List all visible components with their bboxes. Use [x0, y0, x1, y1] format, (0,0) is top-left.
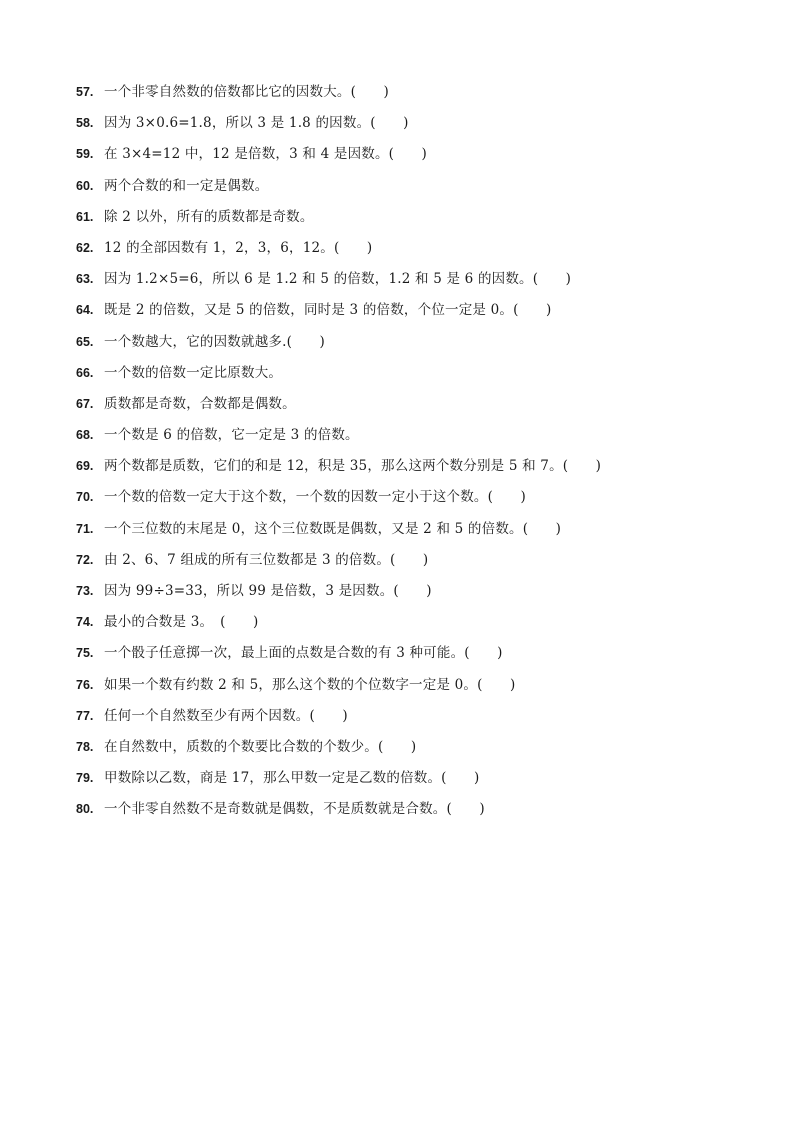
question-number: 80.	[76, 802, 94, 817]
question-text: 一个数是 6 的倍数，它一定是 3 的倍数。	[104, 427, 359, 444]
question-number: 67.	[76, 396, 94, 411]
question-number: 57.	[76, 85, 94, 99]
question-text: 因为 1.2×5=6，所以 6 是 1.2 和 5 的倍数，1.2 和 5 是 6 的因数。( )	[104, 271, 572, 288]
question-number: 69.	[76, 459, 94, 474]
question-number: 66.	[76, 365, 94, 380]
question-item	[76, 81, 776, 112]
question-item	[76, 549, 776, 580]
question-item	[76, 331, 776, 362]
question-item	[76, 268, 776, 299]
question-text: 一个数越大，它的因数就越多.( )	[104, 333, 325, 350]
question-item	[76, 206, 776, 237]
question-number: 77.	[76, 708, 94, 723]
question-number: 79.	[76, 771, 94, 786]
question-number: 76.	[76, 677, 94, 692]
question-text: 两个数都是质数，它们的和是 12，积是 35，那么这两个数分别是 5 和 7。( )	[104, 458, 602, 475]
question-item	[76, 580, 776, 611]
question-number: 68.	[76, 428, 94, 443]
question-item	[76, 455, 776, 486]
question-item	[76, 767, 776, 798]
question-number: 62.	[76, 240, 94, 255]
question-text: 两个合数的和一定是偶数。	[104, 177, 269, 194]
question-text: 一个非零自然数不是奇数就是偶数，不是质数就是合数。( )	[104, 801, 485, 818]
question-text: 因为 99÷3=33，所以 99 是倍数，3 是因数。( )	[104, 583, 432, 599]
question-item	[76, 424, 776, 455]
question-item	[76, 143, 776, 174]
question-number: 74.	[76, 615, 94, 630]
question-item	[76, 237, 776, 268]
question-text: 在自然数中，质数的个数要比合数的个数少。( )	[104, 738, 417, 755]
question-number: 65.	[76, 334, 94, 349]
question-text: 一个数的倍数一定比原数大。	[104, 364, 283, 381]
question-text: 既是 2 的倍数，又是 5 的倍数，同时是 3 的倍数，个位一定是 0。( )	[104, 302, 552, 319]
question-text: 12 的全部因数有 1，2，3，6，12。( )	[104, 239, 373, 256]
question-number: 78.	[76, 739, 94, 754]
question-item	[76, 362, 776, 393]
question-text: 在 3×4=12 中，12 是倍数，3 和 4 是因数。( )	[104, 146, 428, 163]
question-number: 70.	[76, 490, 94, 505]
question-number: 71.	[76, 521, 94, 536]
question-text: 一个非零自然数的倍数都比它的因数大。( )	[104, 84, 389, 100]
question-number: 60.	[76, 178, 94, 193]
question-item	[76, 393, 776, 424]
question-item	[76, 611, 776, 642]
question-number: 61.	[76, 209, 94, 224]
question-text: 一个骰子任意掷一次，最上面的点数是合数的有 3 种可能。( )	[104, 645, 503, 662]
question-item	[76, 299, 776, 330]
question-text: 如果一个数有约数 2 和 5，那么这个数的个位数字一定是 0。( )	[104, 676, 516, 693]
question-number: 63.	[76, 272, 94, 287]
question-item	[76, 642, 776, 673]
question-number: 59.	[76, 147, 94, 162]
question-item	[76, 112, 776, 143]
question-text: 甲数除以乙数，商是 17，那么甲数一定是乙数的倍数。( )	[104, 770, 480, 787]
question-text: 一个数的倍数一定大于这个数，一个数的因数一定小于这个数。( )	[104, 489, 526, 506]
question-text: 最小的合数是 3。 ( )	[104, 614, 259, 631]
question-text: 因为 3×0.6=1.8，所以 3 是 1.8 的因数。( )	[104, 115, 409, 132]
question-text: 任何一个自然数至少有两个因数。( )	[104, 707, 348, 724]
question-item	[76, 674, 776, 705]
question-number: 72.	[76, 552, 94, 567]
question-number: 64.	[76, 303, 94, 318]
question-text: 由 2、6、7 组成的所有三位数都是 3 的倍数。( )	[104, 551, 429, 568]
question-text: 一个三位数的末尾是 0，这个三位数既是偶数，又是 2 和 5 的倍数。( )	[104, 520, 562, 537]
question-number: 75.	[76, 646, 94, 661]
question-item	[76, 175, 776, 206]
question-number: 58.	[76, 116, 94, 131]
question-item	[76, 798, 776, 829]
question-text: 质数都是奇数，合数都是偶数。	[104, 395, 296, 412]
question-number: 73.	[76, 584, 94, 598]
question-item	[76, 705, 776, 736]
question-text: 除 2 以外，所有的质数都是奇数。	[104, 208, 314, 225]
question-item	[76, 486, 776, 517]
question-item	[76, 736, 776, 767]
question-list	[76, 81, 776, 830]
question-item	[76, 518, 776, 549]
